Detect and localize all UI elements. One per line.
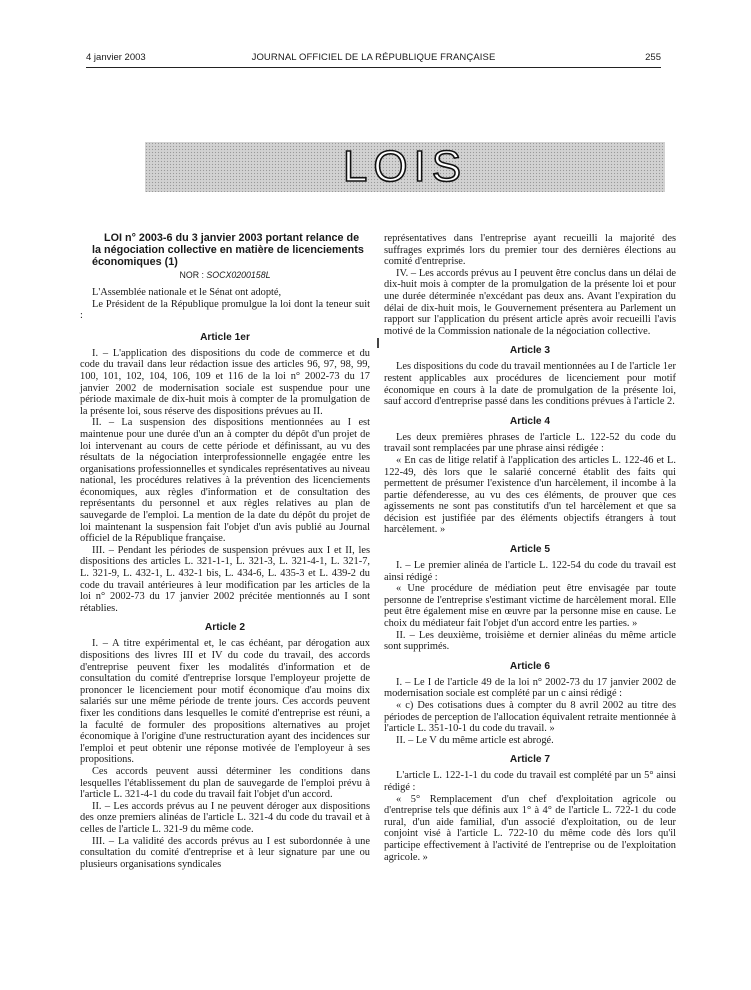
article-paragraph: I. – L'application des dispositions du code de commerce et du code du travail dans leur rédaction issue des articles 96, 97, 98, 99, 100, 101, 102, 104, 106, 109 et 116 de la loi n° 2002-73 du 17 janvier 2002 de modernisation sociale est suspendue pour une période maximale de dix-huit mois à compter de la promulgation de la présente loi, sous réserve des dispositions prévues au II. <box>80 347 370 417</box>
article-paragraph: Ces accords peuvent aussi déterminer les conditions dans lesquelles l'établissement du plan de sauvegarde de l'emploi prévu à l'article L. 321-4-1 du code du travail fait l'objet d'un accord. <box>80 765 370 801</box>
article-paragraph: I. – Le premier alinéa de l'article L. 122-54 du code du travail est ainsi rédigé : <box>384 560 676 583</box>
nor-label: NOR : <box>179 270 204 281</box>
article-paragraph: I. – A titre expérimental et, le cas échéant, par dérogation aux dispositions des livres III et IV du code du travail, des accords d'entreprise peuvent fixer les modalités d'information et de consultation du comité d'entreprise lorsque l'employeur projette de prononcer le licenciement pour motif économique d'au moins dix salariés sur une même période de trente jours. Ces accords peuvent fixer les conditions dans lesquelles le comité d'entreprise est réuni, a la faculté de formuler des propositions alternatives au projet économique à l'origine d'une restructuration ayant des incidences sur l'emploi et peut obtenir une réponse motivée de l'employeur à ses propositions. <box>80 638 370 766</box>
header-page-number: 255 <box>645 52 661 63</box>
article-paragraph: II. – Le V du même article est abrogé. <box>396 734 554 746</box>
article-paragraph: « 5° Remplacement d'un chef d'exploitation agricole ou d'entreprise tels que définis aux 1° à 4° de l'article L. 722-1 du code rural, d'un aide familial, d'un associé d'exploitation, ou de leur conjoint visé à l'article L. 722-10 du même code dès lors qu'il participe effectivement à l'activité de l'entreprise ou de l'exploitation agricole. » <box>384 793 676 863</box>
article-paragraph: représentatives dans l'entreprise ayant recueilli la majorité des suffrages exprimés lors du premier tour des dernières élections au comité d'entreprise. <box>384 233 676 268</box>
article-paragraph: « Une procédure de médiation peut être envisagée par toute personne de l'entreprise s'estimant victime de harcèlement moral. Elle peut être également mise en œuvre par la personne mise en cause. Le choix du médiateur fait l'objet d'un accord entre les parties. » <box>384 583 676 630</box>
article-heading: Article 3 <box>509 345 551 357</box>
article-heading: Article 2 <box>204 622 246 634</box>
article-paragraph: II. – Les accords prévus au I ne peuvent déroger aux dispositions des onze premiers alinéas de l'article L. 321-4 du code du travail et à celles de l'article L. 321-9 du même code. <box>80 800 370 835</box>
intro-paragraph: L'Assemblée nationale et le Sénat ont adopté, <box>92 286 282 298</box>
article-paragraph: II. – La suspension des dispositions mentionnées au I est maintenue pour une durée d'un an à compter du dépôt d'un projet de loi intervenant au cours de cette période et définissant, au vu des résultats de la négociation interprofessionnelle engagée entre les organisations professionnelles et syndicales représentatives au niveau national, les procédures relatives à la prévention des licenciements économiques, aux règles d'information et de consultation des représentants du personnel et aux règles relatives au plan de sauvegarde de l'emploi. La mention de la date du dépôt du projet de loi maintenant la suspension fait l'objet d'un avis publié au Journal officiel de la République française. <box>80 417 370 545</box>
article-heading: Article 5 <box>509 544 551 556</box>
article-paragraph: Les deux premières phrases de l'article L. 122-52 du code du travail sont remplacées par une phrase ainsi rédigée : <box>384 431 676 455</box>
article-heading: Article 4 <box>509 415 551 427</box>
left-column <box>80 233 370 870</box>
nor-reference <box>80 270 370 282</box>
article-paragraph: L'article L. 122-1-1 du code du travail est complété par un 5° ainsi rédigé : <box>384 770 676 793</box>
page-header <box>86 52 661 66</box>
article-paragraph: I. – Le I de l'article 49 de la loi n° 2002-73 du 17 janvier 2002 de modernisation sociale est complété par un c ainsi rédigé : <box>384 676 676 700</box>
section-banner <box>145 142 665 192</box>
article-paragraph: « En cas de litige relatif à l'application des articles L. 122-46 et L. 122-49, dès lors que le salarié concerné établit des faits qui permettent de présumer l'existence d'un harcèlement, il incombe à la partie défenderesse, au vu des ces éléments, de prouver que ces agissements ne sont pas constitutifs d'un tel harcèlement et que sa décision est justifiée par des éléments objectifs étrangers à tout harcèlement. » <box>384 454 676 536</box>
article-heading: Article 7 <box>509 754 551 766</box>
article-heading: Article 1er <box>200 331 250 343</box>
nor-code: SOCX0200158L <box>206 270 271 281</box>
article-paragraph: IV. – Les accords prévus au I peuvent être conclus dans un délai de dix-huit mois à compter de la promulgation de la présente loi et pour une durée déterminée n'excédant pas deux ans. Avant l'expiration du délai de dix-huit mois, le Gouvernement présentera au Parlement un rapport sur l'application du présent article après avoir recueilli l'avis motivé de la Commission nationale de la négociation collective. <box>384 267 676 337</box>
article-heading: Article 6 <box>509 660 551 672</box>
article-paragraph: III. – Pendant les périodes de suspension prévues aux I et II, les dispositions des articles L. 321-1-1, L. 321-3, L. 321-4-1, L. 321-7, L. 321-9, L. 432-1, L. 432-1 bis, L. 434-6, L. 435-3 et L. 439-2 du code du travail antérieures à leur modification par les articles de la loi n° 2002-73 du 17 janvier 2002 précitée mentionnés au I sont rétablies. <box>80 544 370 614</box>
article-paragraph: Les dispositions du code du travail mentionnées au I de l'article 1er restent applicables aux procédures de licenciement pour motif économique en cours à la date de promulgation de la présente loi, sauf accord d'entreprise passé dans les conditions prévues à l'article 2. <box>384 361 676 408</box>
header-rule <box>86 67 661 68</box>
right-column <box>384 233 676 863</box>
header-journal-title: JOURNAL OFFICIEL DE LA RÉPUBLIQUE FRANÇAISE <box>251 52 496 63</box>
law-title: LOI n° 2003-6 du 3 janvier 2003 portant relance de la négociation collective en matière de licenciements économiques (1) <box>92 232 364 268</box>
section-banner-title: LOIS <box>342 142 468 191</box>
header-date: 4 janvier 2003 <box>86 52 146 63</box>
article-paragraph: « c) Des cotisations dues à compter du 8 avril 2002 au titre des périodes de perception de l'allocation équivalent retraite mentionnée à l'article L. 351-10-1 du code du travail. » <box>384 700 676 735</box>
intro-paragraph: Le Président de la République promulgue la loi dont la teneur suit : <box>80 298 370 322</box>
article-paragraph: III. – La validité des accords prévus au I est subordonnée à une consultation du comité d'entreprise et à leur signature par une ou plusieurs organisations syndicales <box>80 835 370 870</box>
column-mark <box>377 338 379 348</box>
article-paragraph: II. – Les deuxième, troisième et dernier alinéas du même article sont supprimés. <box>384 629 676 653</box>
